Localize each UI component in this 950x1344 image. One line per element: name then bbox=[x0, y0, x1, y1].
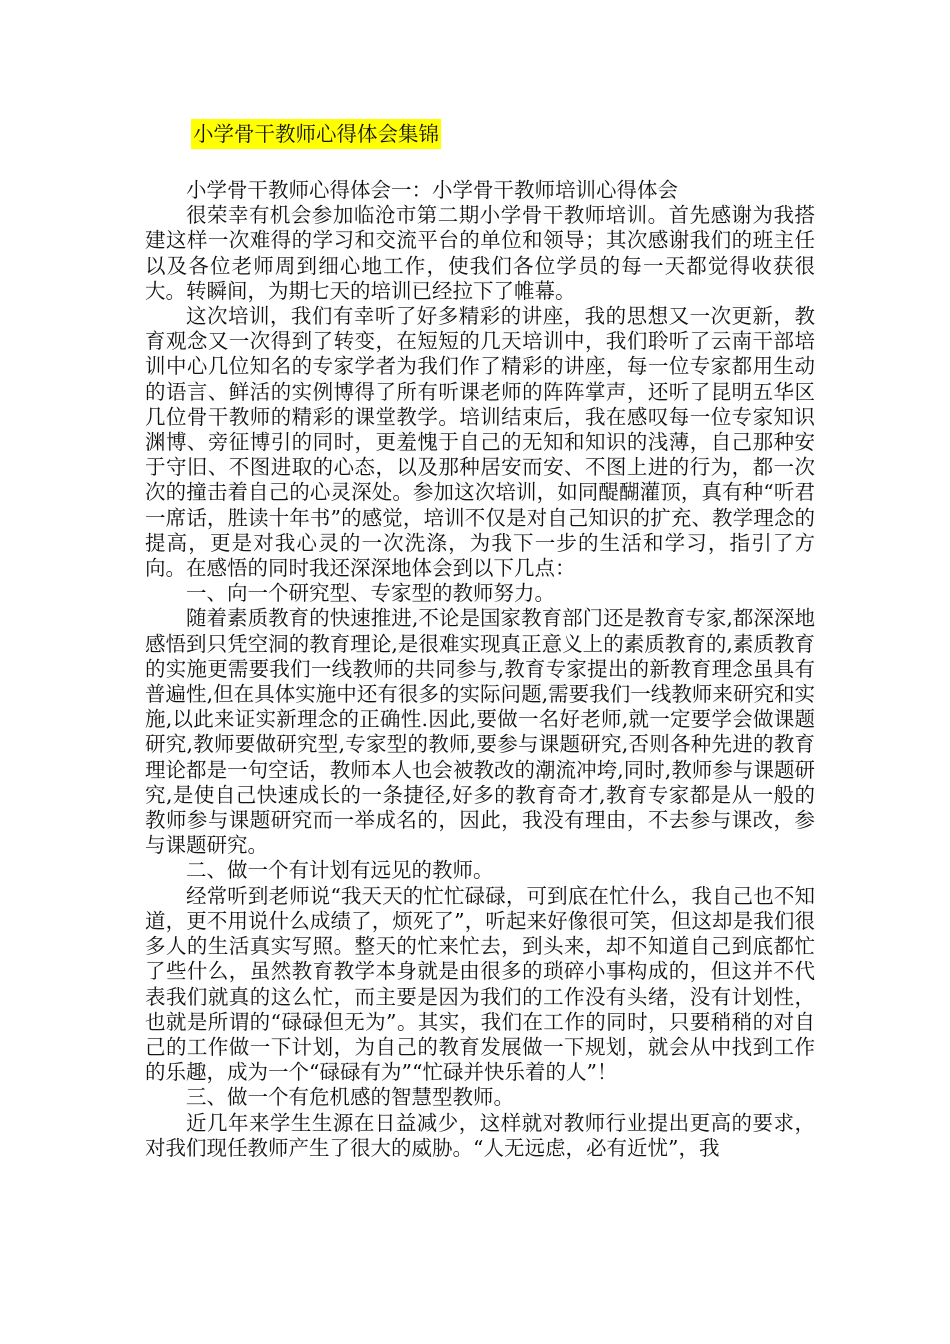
section-heading: 一、向一个研究型、专家型的教师努力。 bbox=[186, 581, 555, 606]
body-paragraph: 很荣幸有机会参加临沧市第二期小学骨干教师培训。首先感谢为我搭建这样一次难得的学习和交流平台的单位和领导；其次感谢我们的班主任以及各位老师周到细心地工作，使我们各位学员的每一天都觉得收获很大。转瞬间，为期七天的培训已经拉下了帷幕。 bbox=[145, 203, 815, 303]
title-line bbox=[191, 118, 815, 150]
section-heading: 二、做一个有计划有远见的教师。 bbox=[186, 858, 494, 883]
document-body bbox=[145, 118, 815, 1161]
section-heading: 三、做一个有危机感的智慧型教师。 bbox=[186, 1085, 514, 1110]
body-paragraph: 经常听到老师说“我天天的忙忙碌碌，可到底在忙什么，我自己也不知道，更不用说什么成绩了，烦死了”，听起来好像很可笑，但这却是我们很多人的生活真实写照。整天的忙来忙去，到头来，却不知道自己到底都忙了些什么，虽然教育教学本身就是由很多的琐碎小事构成的，但这并不代表我们就真的这么忙，而主要是因为我们的工作没有头绪，没有计划性，也就是所谓的“碌碌但无为”。其实，我们在工作的同时，只要稍稍的对自己的工作做一下计划，为自己的教育发展做一下规划，就会从中找到工作的乐趣，成为一个“碌碌有为”“忙碌并快乐着的人”！ bbox=[145, 883, 815, 1085]
subtitle-paragraph: 小学骨干教师心得体会一：小学骨干教师培训心得体会 bbox=[186, 178, 678, 202]
document-title: 小学骨干教师心得体会集锦 bbox=[191, 119, 441, 149]
body-paragraph: 近几年来学生生源在日益减少，这样就对教师行业提出更高的要求，对我们现任教师产生了很大的威胁。“人无远虑，必有近忧”，我 bbox=[145, 1110, 815, 1160]
body-paragraph: 随着素质教育的快速推进,不论是国家教育部门还是教育专家,都深深地感悟到只凭空洞的教育理论,是很难实现真正意义上的素质教育的,素质教育的实施更需要我们一线教师的共同参与,教育专家提出的新教育理念虽具有普遍性,但在具体实施中还有很多的实际问题,需要我们一线教师来研究和实施,以此来证实新理念的正确性.因此,要做一名好老师,就一定要学会做课题研究,教师要做研究型,专家型的教师,要参与课题研究,否则各种先进的教育理论都是一句空话，教师本人也会被教改的潮流冲垮,同时,教师参与课题研究,是使自己快速成长的一条捷径,好多的教育奇才,教育专家都是从一般的教师参与课题研究而一举成名的，因此，我没有理由，不去参与课改，参与课题研究。 bbox=[145, 606, 815, 858]
body-paragraph: 这次培训，我们有幸听了好多精彩的讲座，我的思想又一次更新，教育观念又一次得到了转变，在短短的几天培训中，我们聆听了云南干部培训中心几位知名的专家学者为我们作了精彩的讲座，每一位专家都用生动的语言、鲜活的实例博得了所有听课老师的阵阵掌声，还听了昆明五华区几位骨干教师的精彩的课堂教学。培训结束后，我在感叹每一位专家知识渊博、旁征博引的同时，更羞愧于自己的无知和知识的浅薄，自己那种安于守旧、不图进取的心态，以及那种居安而安、不图上进的行为，都一次次的撞击着自己的心灵深处。参加这次培训，如同醍醐灌顶，真有种“听君一席话，胜读十年书”的感觉，培训不仅是对自己知识的扩充、教学理念的提高，更是对我心灵的一次洗涤，为我下一步的生活和学习，指引了方向。在感悟的同时我还深深地体会到以下几点： bbox=[145, 304, 815, 581]
